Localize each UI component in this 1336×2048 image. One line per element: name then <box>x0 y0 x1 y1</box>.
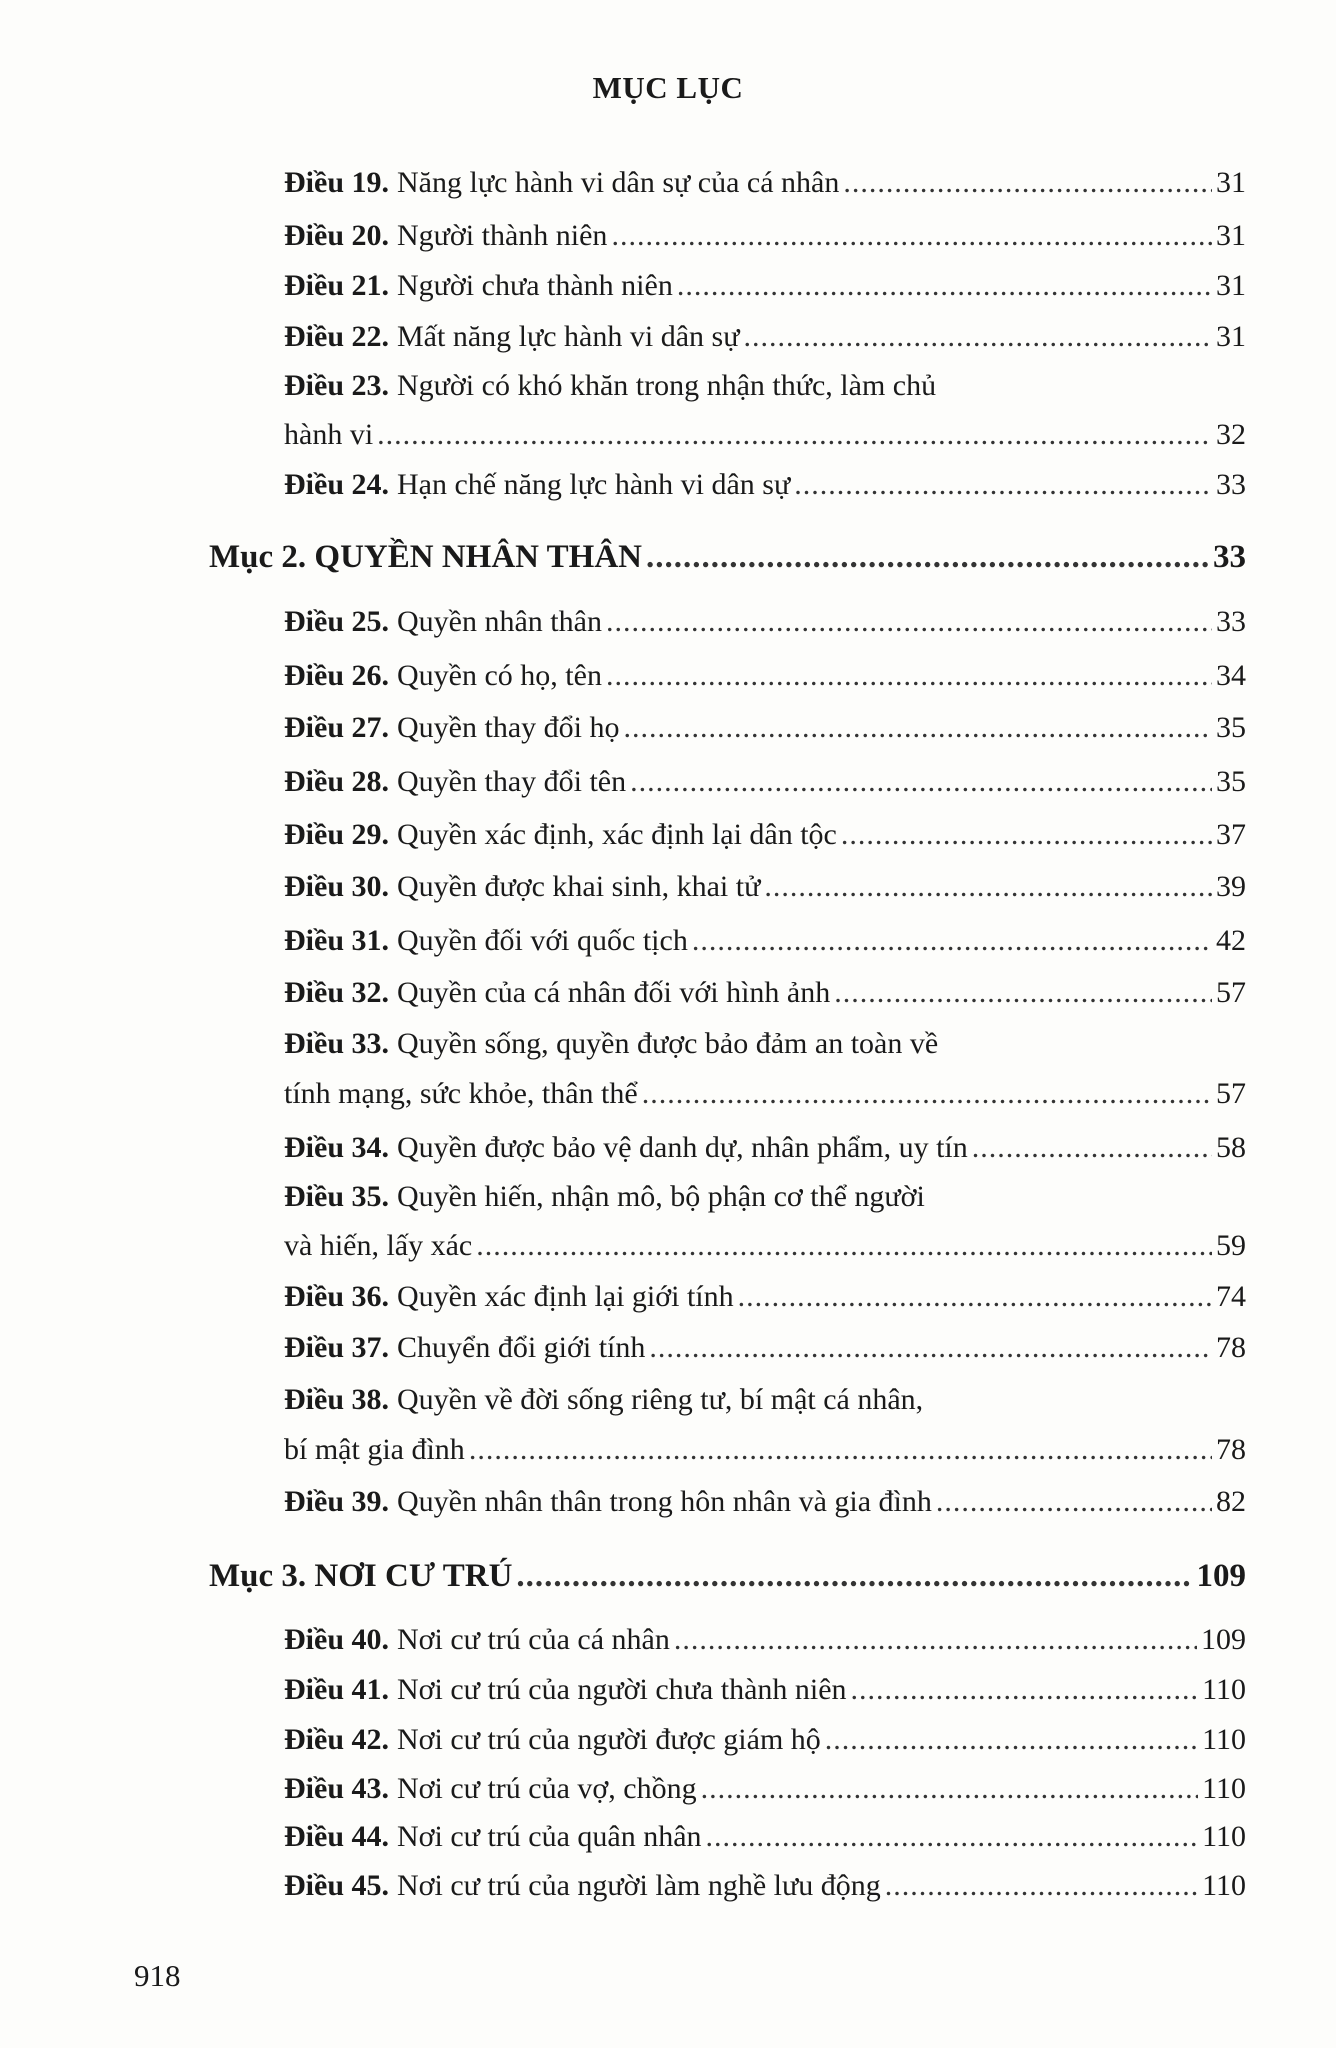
toc-entry[interactable] <box>284 216 1246 256</box>
article-title: Nơi cư trú của vợ, chồng <box>397 1772 697 1805</box>
article-title: Quyền sống, quyền được bảo đảm an toàn về <box>397 1027 939 1060</box>
article-number: Điều 35. <box>284 1180 389 1213</box>
article-title: Nơi cư trú của quân nhân <box>397 1820 702 1853</box>
dot-leader <box>764 867 1212 907</box>
section-page: 33 <box>1213 539 1246 575</box>
article-page: 42 <box>1216 924 1246 957</box>
toc-entry[interactable] <box>284 1277 1246 1317</box>
article-number: Điều 24. <box>284 468 389 501</box>
toc-entry[interactable] <box>284 1380 1246 1420</box>
article-page: 35 <box>1216 765 1246 798</box>
article-title: Quyền về đời sống riêng tư, bí mật cá nhân, <box>397 1383 924 1416</box>
toc-entry[interactable] <box>284 1866 1246 1906</box>
article-title: Nơi cư trú của người làm nghề lưu động <box>397 1869 881 1902</box>
dot-leader <box>642 1074 1212 1114</box>
toc-entry[interactable] <box>284 1482 1246 1522</box>
toc-entry[interactable] <box>284 867 1246 907</box>
article-page: 35 <box>1216 711 1246 744</box>
toc-entry[interactable] <box>284 1024 1246 1064</box>
dot-leader <box>843 163 1212 203</box>
page-title: MỤC LỤC <box>592 70 744 105</box>
toc-entry[interactable] <box>284 1177 1246 1217</box>
article-number: Điều 33. <box>284 1027 389 1060</box>
dot-leader <box>646 537 1209 577</box>
toc-entry[interactable] <box>284 266 1246 306</box>
article-page: 110 <box>1202 1820 1246 1853</box>
dot-leader <box>794 465 1212 505</box>
article-page: 82 <box>1216 1485 1246 1518</box>
article-title: Quyền được khai sinh, khai tử <box>397 870 761 903</box>
article-title: Quyền xác định lại giới tính <box>397 1280 734 1313</box>
toc-entry[interactable] <box>284 366 1246 406</box>
dot-leader <box>674 1620 1197 1660</box>
article-title: Người có khó khăn trong nhận thức, làm chủ <box>397 369 937 402</box>
toc-entry[interactable] <box>284 708 1246 748</box>
article-page: 31 <box>1216 320 1246 353</box>
toc-entry[interactable] <box>284 973 1246 1013</box>
section-heading[interactable] <box>209 537 1246 577</box>
article-page: 58 <box>1216 1131 1246 1164</box>
article-page: 57 <box>1216 1077 1246 1110</box>
dot-leader <box>476 1226 1212 1266</box>
article-page: 59 <box>1216 1229 1246 1262</box>
article-page: 78 <box>1216 1331 1246 1364</box>
article-page: 110 <box>1202 1772 1246 1805</box>
article-page: 31 <box>1216 219 1246 252</box>
article-number: Điều 42. <box>284 1723 389 1756</box>
dot-leader <box>516 1556 1192 1596</box>
article-number: Điều 44. <box>284 1820 389 1853</box>
toc-entry[interactable] <box>284 1128 1246 1168</box>
article-page: 32 <box>1216 418 1246 451</box>
article-page: 110 <box>1202 1869 1246 1902</box>
article-number: Điều 32. <box>284 976 389 1009</box>
article-number: Điều 37. <box>284 1331 389 1364</box>
article-page: 33 <box>1216 468 1246 501</box>
article-number: Điều 23. <box>284 369 389 402</box>
article-number: Điều 41. <box>284 1673 389 1706</box>
article-number: Điều 39. <box>284 1485 389 1518</box>
dot-leader <box>825 1720 1198 1760</box>
dot-leader <box>630 762 1212 802</box>
article-page: 31 <box>1216 269 1246 302</box>
toc-entry[interactable] <box>284 602 1246 642</box>
dot-leader <box>706 1817 1199 1857</box>
article-page: 109 <box>1201 1623 1246 1656</box>
section-heading[interactable] <box>209 1556 1246 1596</box>
article-number: Điều 19. <box>284 166 389 199</box>
toc-entry[interactable] <box>284 1769 1246 1809</box>
toc-entry[interactable] <box>284 1670 1246 1710</box>
article-page: 110 <box>1202 1723 1246 1756</box>
article-title: Nơi cư trú của người chưa thành niên <box>397 1673 847 1706</box>
toc-entry[interactable] <box>284 1720 1246 1760</box>
toc-entry[interactable] <box>284 1817 1246 1857</box>
article-number: Điều 43. <box>284 1772 389 1805</box>
toc-entry[interactable] <box>284 1328 1246 1368</box>
dot-leader <box>841 815 1212 855</box>
article-number: Điều 40. <box>284 1623 389 1656</box>
toc-entry[interactable] <box>284 656 1246 696</box>
article-title: Quyền nhân thân trong hôn nhân và gia đình <box>397 1485 932 1518</box>
dot-leader <box>834 973 1212 1013</box>
article-number: Điều 27. <box>284 711 389 744</box>
toc-entry[interactable] <box>284 1074 1246 1114</box>
article-number: Điều 45. <box>284 1869 389 1902</box>
article-title: Quyền thay đổi tên <box>397 765 627 798</box>
article-page: 33 <box>1216 605 1246 638</box>
toc-entry[interactable] <box>284 921 1246 961</box>
article-number: Điều 38. <box>284 1383 389 1416</box>
page-number: 918 <box>134 1958 181 1993</box>
article-page: 31 <box>1216 166 1246 199</box>
dot-leader <box>677 266 1212 306</box>
toc-entry[interactable] <box>284 1430 1246 1470</box>
article-title: Mất năng lực hành vi dân sự <box>397 320 740 353</box>
article-page: 110 <box>1202 1673 1246 1706</box>
toc-entry[interactable] <box>284 465 1246 505</box>
dot-leader <box>623 708 1212 748</box>
article-title: và hiến, lấy xác <box>284 1229 473 1262</box>
article-title: Quyền xác định, xác định lại dân tộc <box>397 818 837 851</box>
dot-leader <box>611 216 1212 256</box>
dot-leader <box>701 1769 1199 1809</box>
dot-leader <box>743 317 1212 357</box>
article-page: 39 <box>1216 870 1246 903</box>
dot-leader <box>649 1328 1212 1368</box>
dot-leader <box>469 1430 1212 1470</box>
article-number: Điều 34. <box>284 1131 389 1164</box>
dot-leader <box>972 1128 1212 1168</box>
section-page: 109 <box>1196 1558 1246 1594</box>
dot-leader <box>606 656 1212 696</box>
toc-entry[interactable] <box>284 815 1246 855</box>
article-page: 74 <box>1216 1280 1246 1313</box>
article-title: Chuyển đổi giới tính <box>397 1331 646 1364</box>
article-title: Quyền hiến, nhận mô, bộ phận cơ thể người <box>397 1180 925 1213</box>
article-title: Người thành niên <box>397 219 608 252</box>
toc-entry[interactable] <box>284 317 1246 357</box>
article-number: Điều 26. <box>284 659 389 692</box>
article-title: Nơi cư trú của người được giám hộ <box>397 1723 821 1756</box>
article-title: Quyền thay đổi họ <box>397 711 620 744</box>
article-number: Điều 22. <box>284 320 389 353</box>
toc-entry[interactable] <box>284 415 1246 455</box>
toc-entry[interactable] <box>284 1620 1246 1660</box>
article-title: Nơi cư trú của cá nhân <box>397 1623 670 1656</box>
article-number: Điều 21. <box>284 269 389 302</box>
toc-entry[interactable] <box>284 762 1246 802</box>
dot-leader <box>377 415 1212 455</box>
section-label: Mục 3. NƠI CƯ TRÚ <box>209 1558 513 1594</box>
article-title: Quyền được bảo vệ danh dự, nhân phẩm, uy tín <box>397 1131 968 1164</box>
article-page: 57 <box>1216 976 1246 1009</box>
section-label: Mục 2. QUYỀN NHÂN THÂN <box>209 539 642 575</box>
dot-leader <box>851 1670 1199 1710</box>
article-title: Quyền đối với quốc tịch <box>397 924 688 957</box>
article-number: Điều 29. <box>284 818 389 851</box>
article-title: hành vi <box>284 418 374 451</box>
dot-leader <box>738 1277 1212 1317</box>
article-number: Điều 28. <box>284 765 389 798</box>
dot-leader <box>885 1866 1198 1906</box>
article-title: Năng lực hành vi dân sự của cá nhân <box>397 166 840 199</box>
article-number: Điều 20. <box>284 219 389 252</box>
article-page: 78 <box>1216 1433 1246 1466</box>
article-title: bí mật gia đình <box>284 1433 465 1466</box>
toc-entry[interactable] <box>284 163 1246 203</box>
dot-leader <box>692 921 1212 961</box>
article-title: tính mạng, sức khỏe, thân thể <box>284 1077 638 1110</box>
dot-leader <box>936 1482 1212 1522</box>
article-page: 37 <box>1216 818 1246 851</box>
article-title: Quyền có họ, tên <box>397 659 602 692</box>
dot-leader <box>606 602 1212 642</box>
article-number: Điều 25. <box>284 605 389 638</box>
article-title: Người chưa thành niên <box>397 269 673 302</box>
article-page: 34 <box>1216 659 1246 692</box>
toc-entry[interactable] <box>284 1226 1246 1266</box>
article-title: Quyền nhân thân <box>397 605 602 638</box>
article-number: Điều 30. <box>284 870 389 903</box>
article-title: Quyền của cá nhân đối với hình ảnh <box>397 976 831 1009</box>
article-number: Điều 36. <box>284 1280 389 1313</box>
article-title: Hạn chế năng lực hành vi dân sự <box>397 468 791 501</box>
article-number: Điều 31. <box>284 924 389 957</box>
